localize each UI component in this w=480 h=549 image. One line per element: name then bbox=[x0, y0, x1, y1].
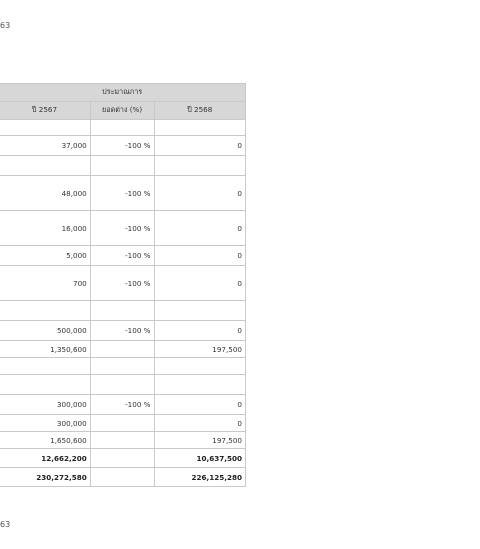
header-year-2567: ปี 2567 bbox=[0, 102, 90, 120]
cell-estimate-2568 bbox=[154, 156, 245, 176]
table-row bbox=[0, 341, 246, 358]
cell-variance-percent: -100 % bbox=[90, 211, 154, 246]
page-number-top: 63 bbox=[0, 21, 11, 30]
table-row bbox=[0, 156, 246, 176]
cell-variance-percent bbox=[90, 156, 154, 176]
cell-estimate-2567: 37,000 bbox=[0, 136, 90, 156]
cell-estimate-2568: 0 bbox=[154, 136, 245, 156]
cell-estimate-2568: 0 bbox=[154, 266, 245, 301]
table-row bbox=[0, 358, 246, 375]
table-row bbox=[0, 301, 246, 321]
cell-estimate-2568: 0 bbox=[154, 211, 245, 246]
cell-estimate-2568: 0 bbox=[154, 321, 245, 341]
cell-variance-percent bbox=[90, 375, 154, 395]
cell-variance-percent: -100 % bbox=[90, 321, 154, 341]
cell-estimate-2567: 500,000 bbox=[0, 321, 90, 341]
cell-variance-percent: -100 % bbox=[90, 246, 154, 266]
cell-variance-percent bbox=[90, 432, 154, 449]
cell-estimate-2567: 12,662,200 bbox=[0, 449, 90, 468]
cell-estimate-2568: 0 bbox=[154, 415, 245, 432]
cell-variance-percent: -100 % bbox=[90, 266, 154, 301]
table-row bbox=[0, 395, 246, 415]
cell-variance-percent bbox=[90, 358, 154, 375]
header-year-2568: ปี 2568 bbox=[154, 102, 245, 120]
cell-estimate-2567 bbox=[0, 375, 90, 395]
cell-estimate-2568: 10,637,500 bbox=[154, 449, 245, 468]
cell-estimate-2568 bbox=[154, 120, 245, 136]
cell-estimate-2567: 16,000 bbox=[0, 211, 90, 246]
cell-estimate-2567 bbox=[0, 301, 90, 321]
table-row bbox=[0, 176, 246, 211]
cell-estimate-2567: 1,350,600 bbox=[0, 341, 90, 358]
cell-variance-percent bbox=[90, 449, 154, 468]
cell-variance-percent bbox=[90, 468, 154, 487]
cell-estimate-2568: 197,500 bbox=[154, 432, 245, 449]
cell-estimate-2568 bbox=[154, 301, 245, 321]
cell-variance-percent bbox=[90, 120, 154, 136]
cell-estimate-2567: 48,000 bbox=[0, 176, 90, 211]
cell-estimate-2567: 5,000 bbox=[0, 246, 90, 266]
table-row bbox=[0, 136, 246, 156]
cell-variance-percent: -100 % bbox=[90, 136, 154, 156]
cell-variance-percent bbox=[90, 415, 154, 432]
cell-estimate-2567 bbox=[0, 358, 90, 375]
table-row bbox=[0, 211, 246, 246]
cell-estimate-2567: 300,000 bbox=[0, 415, 90, 432]
cell-estimate-2568: 0 bbox=[154, 395, 245, 415]
cell-estimate-2568 bbox=[154, 375, 245, 395]
cell-estimate-2567: 230,272,580 bbox=[0, 468, 90, 487]
table-row bbox=[0, 321, 246, 341]
page-number-bottom: 63 bbox=[0, 520, 11, 529]
table-row bbox=[0, 246, 246, 266]
table-row bbox=[0, 375, 246, 395]
cell-estimate-2567: 1,650,600 bbox=[0, 432, 90, 449]
cell-estimate-2567 bbox=[0, 156, 90, 176]
cell-variance-percent bbox=[90, 301, 154, 321]
cell-estimate-2568: 0 bbox=[154, 176, 245, 211]
budget-estimate-table bbox=[0, 83, 246, 487]
table-row bbox=[0, 266, 246, 301]
cell-estimate-2568: 197,500 bbox=[154, 341, 245, 358]
cell-estimate-2567: 700 bbox=[0, 266, 90, 301]
table-row bbox=[0, 415, 246, 432]
cell-variance-percent: -100 % bbox=[90, 176, 154, 211]
cell-variance-percent: -100 % bbox=[90, 395, 154, 415]
cell-variance-percent bbox=[90, 341, 154, 358]
cell-estimate-2568: 0 bbox=[154, 246, 245, 266]
cell-estimate-2568 bbox=[154, 358, 245, 375]
table-row bbox=[0, 120, 246, 136]
table-row bbox=[0, 468, 246, 487]
cell-estimate-2568: 226,125,280 bbox=[154, 468, 245, 487]
cell-estimate-2567: 300,000 bbox=[0, 395, 90, 415]
table-row bbox=[0, 449, 246, 468]
header-variance-percent: ยอดต่าง (%) bbox=[90, 102, 154, 120]
header-estimate-group: ประมาณการ bbox=[0, 84, 246, 102]
table-row bbox=[0, 432, 246, 449]
cell-estimate-2567 bbox=[0, 120, 90, 136]
